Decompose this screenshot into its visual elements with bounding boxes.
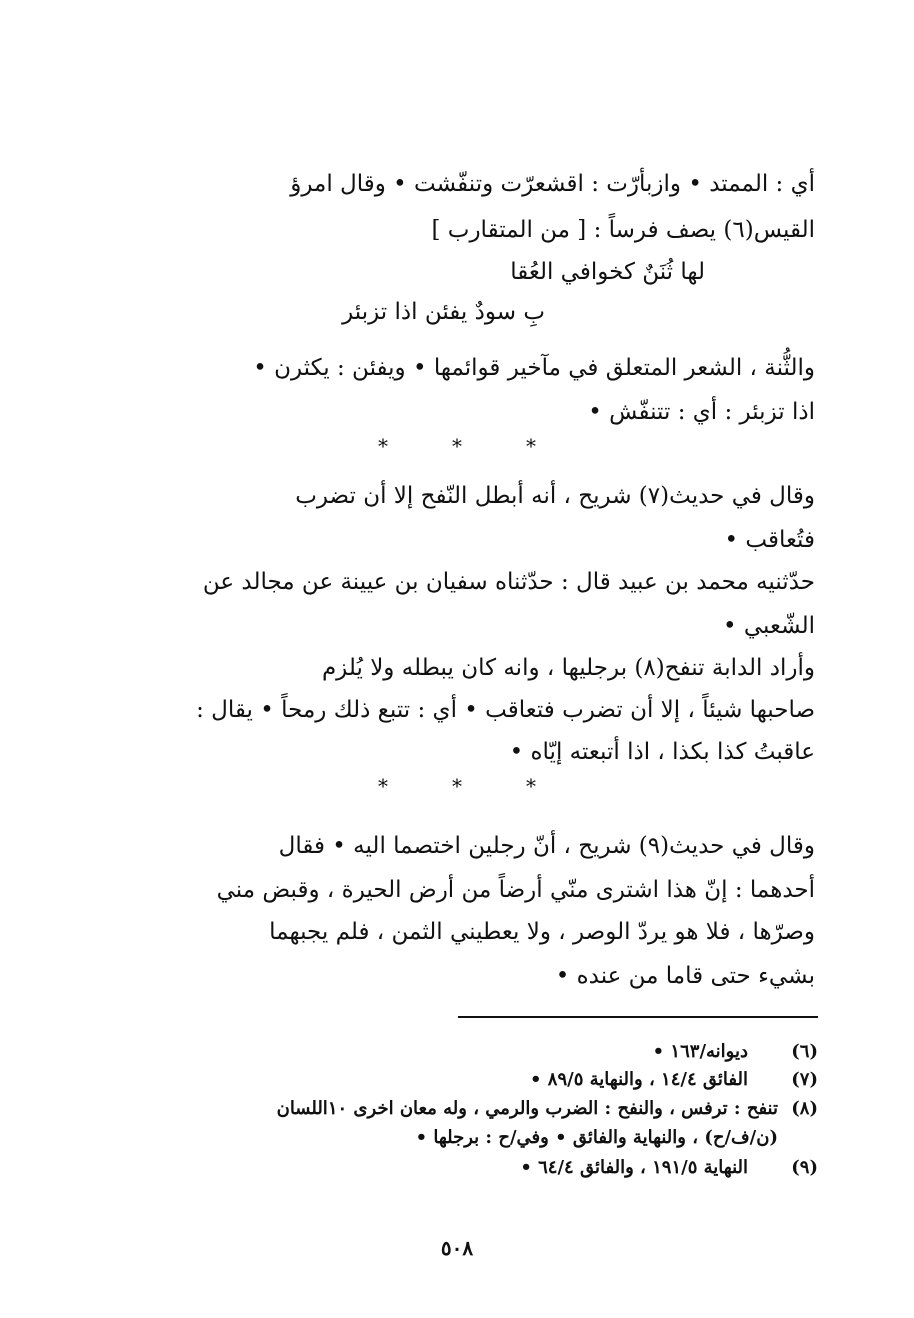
separator-star: * (452, 774, 462, 798)
separator-star: * (378, 774, 388, 798)
body-line: وقال في حديث(٩) شريح ، أنّ رجلين اختصما اليه • فقال (278, 833, 815, 859)
footnote-text: الفائق ١٤/٤ ، والنهاية ٨٩/٥ • (530, 1069, 748, 1090)
verse-line: بِ سودٌ يفئن اذا تزبئر (342, 299, 545, 325)
separator-star: * (526, 434, 536, 458)
body-line: اذا تزبئر : أي : تتنفّش • (588, 399, 815, 425)
footnote-number: (٧) (791, 1069, 818, 1090)
footnote-text: (ن/ف/ح) ، والنهاية والفائق • وفي/ح : برجلها • (415, 1127, 778, 1148)
body-line: وصرّها ، فلا هو يردّ الوصر ، ولا يعطيني الثمن ، فلم يجبهما (269, 919, 815, 945)
body-text (150, 0, 815, 1000)
body-line: وقال في حديث(٧) شريح ، أنه أبطل النّفح إلا أن تضرب (295, 483, 815, 509)
footnote-divider (458, 1016, 818, 1018)
footnote-number: (٦) (791, 1041, 818, 1062)
body-line: عاقبتُ كذا بكذا ، اذا أتبعته إيّاه • (509, 739, 815, 765)
body-line: أي : الممتد • وازبأرّت : اقشعرّت وتنفّشت • وقال امرؤ (290, 171, 815, 197)
separator-star: * (378, 434, 388, 458)
section-separator (0, 434, 914, 458)
section-separator (0, 774, 914, 798)
body-line: أحدهما : إنّ هذا اشترى منّي أرضاً من أرض الحيرة ، وقبض مني (216, 877, 815, 903)
separator-star: * (526, 774, 536, 798)
body-line: فتُعاقب • (724, 527, 815, 553)
body-line: وأراد الدابة تنفح(٨) برجليها ، وانه كان يبطله ولا يُلزم (321, 655, 815, 681)
separator-star: * (452, 434, 462, 458)
body-line: القيس(٦) يصف فرساً : [ من المتقارب ] (431, 217, 815, 243)
body-line: حدّثنيه محمد بن عبيد قال : حدّثناه سفيان بن عيينة عن مجالد عن (202, 569, 815, 595)
body-line: بشيء حتى قاما من عنده • (555, 963, 815, 989)
body-line: الشّعبي • (723, 613, 815, 639)
footnote-number: (٩) (791, 1157, 818, 1178)
footnote-text: ديوانه/١٦٣ • (652, 1041, 748, 1062)
footnote-number: (٨) (791, 1098, 818, 1119)
footnote-text: تنفح : ترفس ، والنفح : الضرب والرمي ، وله معان اخرى ١٠اللسان (276, 1098, 778, 1119)
body-line: صاحبها شيئاً ، إلا أن تضرب فتعاقب • أي : تتبع ذلك رمحاً • يقال : (196, 697, 815, 723)
verse-line: لها ثُنَنٌ كخوافي العُقا (510, 259, 705, 285)
page-number: ٥٠٨ (440, 1236, 474, 1260)
footnote-text: النهاية ١٩١/٥ ، والفائق ٦٤/٤ • (520, 1157, 748, 1178)
body-line: والثُّنة ، الشعر المتعلق في مآخير قوائمها • ويفئن : يكثرن • (253, 355, 815, 381)
